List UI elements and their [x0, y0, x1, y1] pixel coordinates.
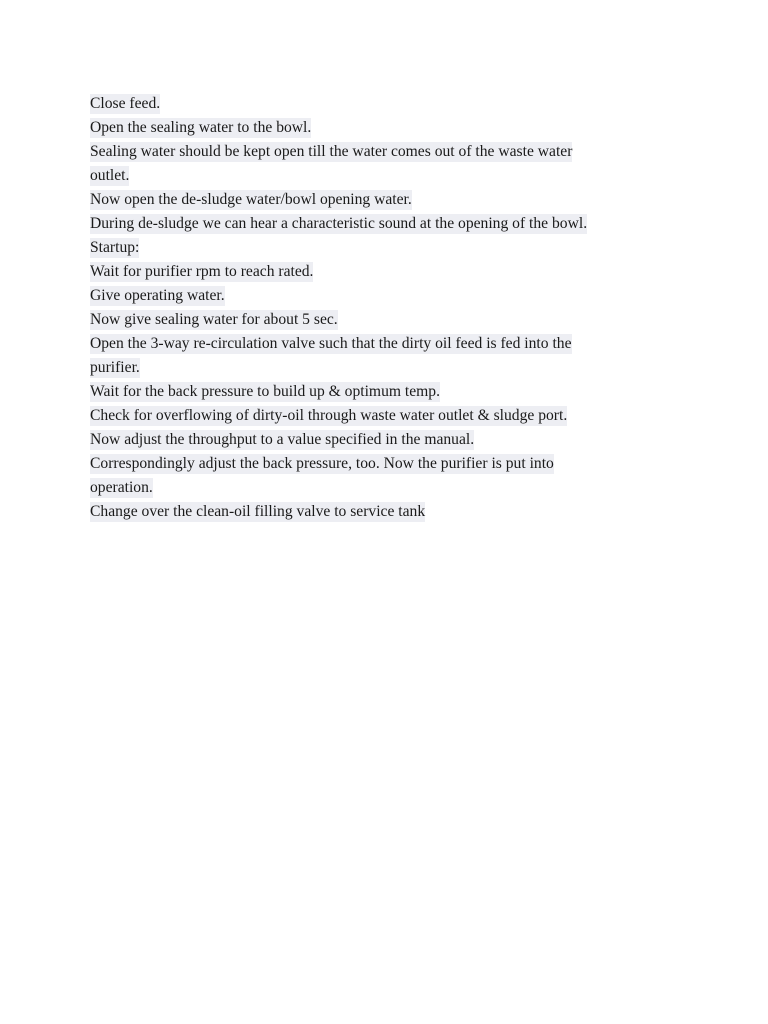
text-line-content: Wait for purifier rpm to reach rated. [90, 263, 314, 280]
text-line-content: Now adjust the throughput to a value specified in the manual. [90, 431, 475, 448]
text-line-content: purifier. [90, 359, 140, 376]
text-line-content: During de-sludge we can hear a characteristic sound at the opening of the bowl. [90, 215, 588, 232]
document-body [90, 92, 690, 524]
text-line [90, 92, 690, 116]
text-line [90, 356, 690, 380]
text-line-content: outlet. [90, 167, 130, 184]
text-line-content: Correspondingly adjust the back pressure, too. Now the purifier is put into [90, 455, 554, 472]
text-line [90, 500, 690, 524]
text-line [90, 308, 690, 332]
text-line [90, 140, 690, 164]
text-line-content: Sealing water should be kept open till the water comes out of the waste water [90, 143, 573, 160]
text-line [90, 476, 690, 500]
text-line-content: Change over the clean-oil filling valve to service tank [90, 503, 426, 520]
text-line [90, 332, 690, 356]
text-line-content: Close feed. [90, 95, 161, 112]
text-line [90, 212, 690, 236]
text-line-content: Startup: [90, 239, 140, 256]
text-line [90, 380, 690, 404]
text-line-content: Wait for the back pressure to build up & optimum temp. [90, 383, 440, 400]
text-line-content: Open the sealing water to the bowl. [90, 119, 312, 136]
text-line-content: Check for overflowing of dirty-oil through waste water outlet & sludge port. [90, 407, 568, 424]
text-line [90, 164, 690, 188]
text-line-content: operation. [90, 479, 153, 496]
text-line [90, 260, 690, 284]
text-line-content: Open the 3-way re-circulation valve such that the dirty oil feed is fed into the [90, 335, 572, 352]
text-line [90, 428, 690, 452]
text-line-content: Now open the de-sludge water/bowl opening water. [90, 191, 412, 208]
text-line [90, 188, 690, 212]
text-line-content: Give operating water. [90, 287, 225, 304]
text-line-content: Now give sealing water for about 5 sec. [90, 311, 338, 328]
text-line [90, 284, 690, 308]
text-line [90, 236, 690, 260]
text-line [90, 116, 690, 140]
text-line [90, 404, 690, 428]
text-line [90, 452, 690, 476]
